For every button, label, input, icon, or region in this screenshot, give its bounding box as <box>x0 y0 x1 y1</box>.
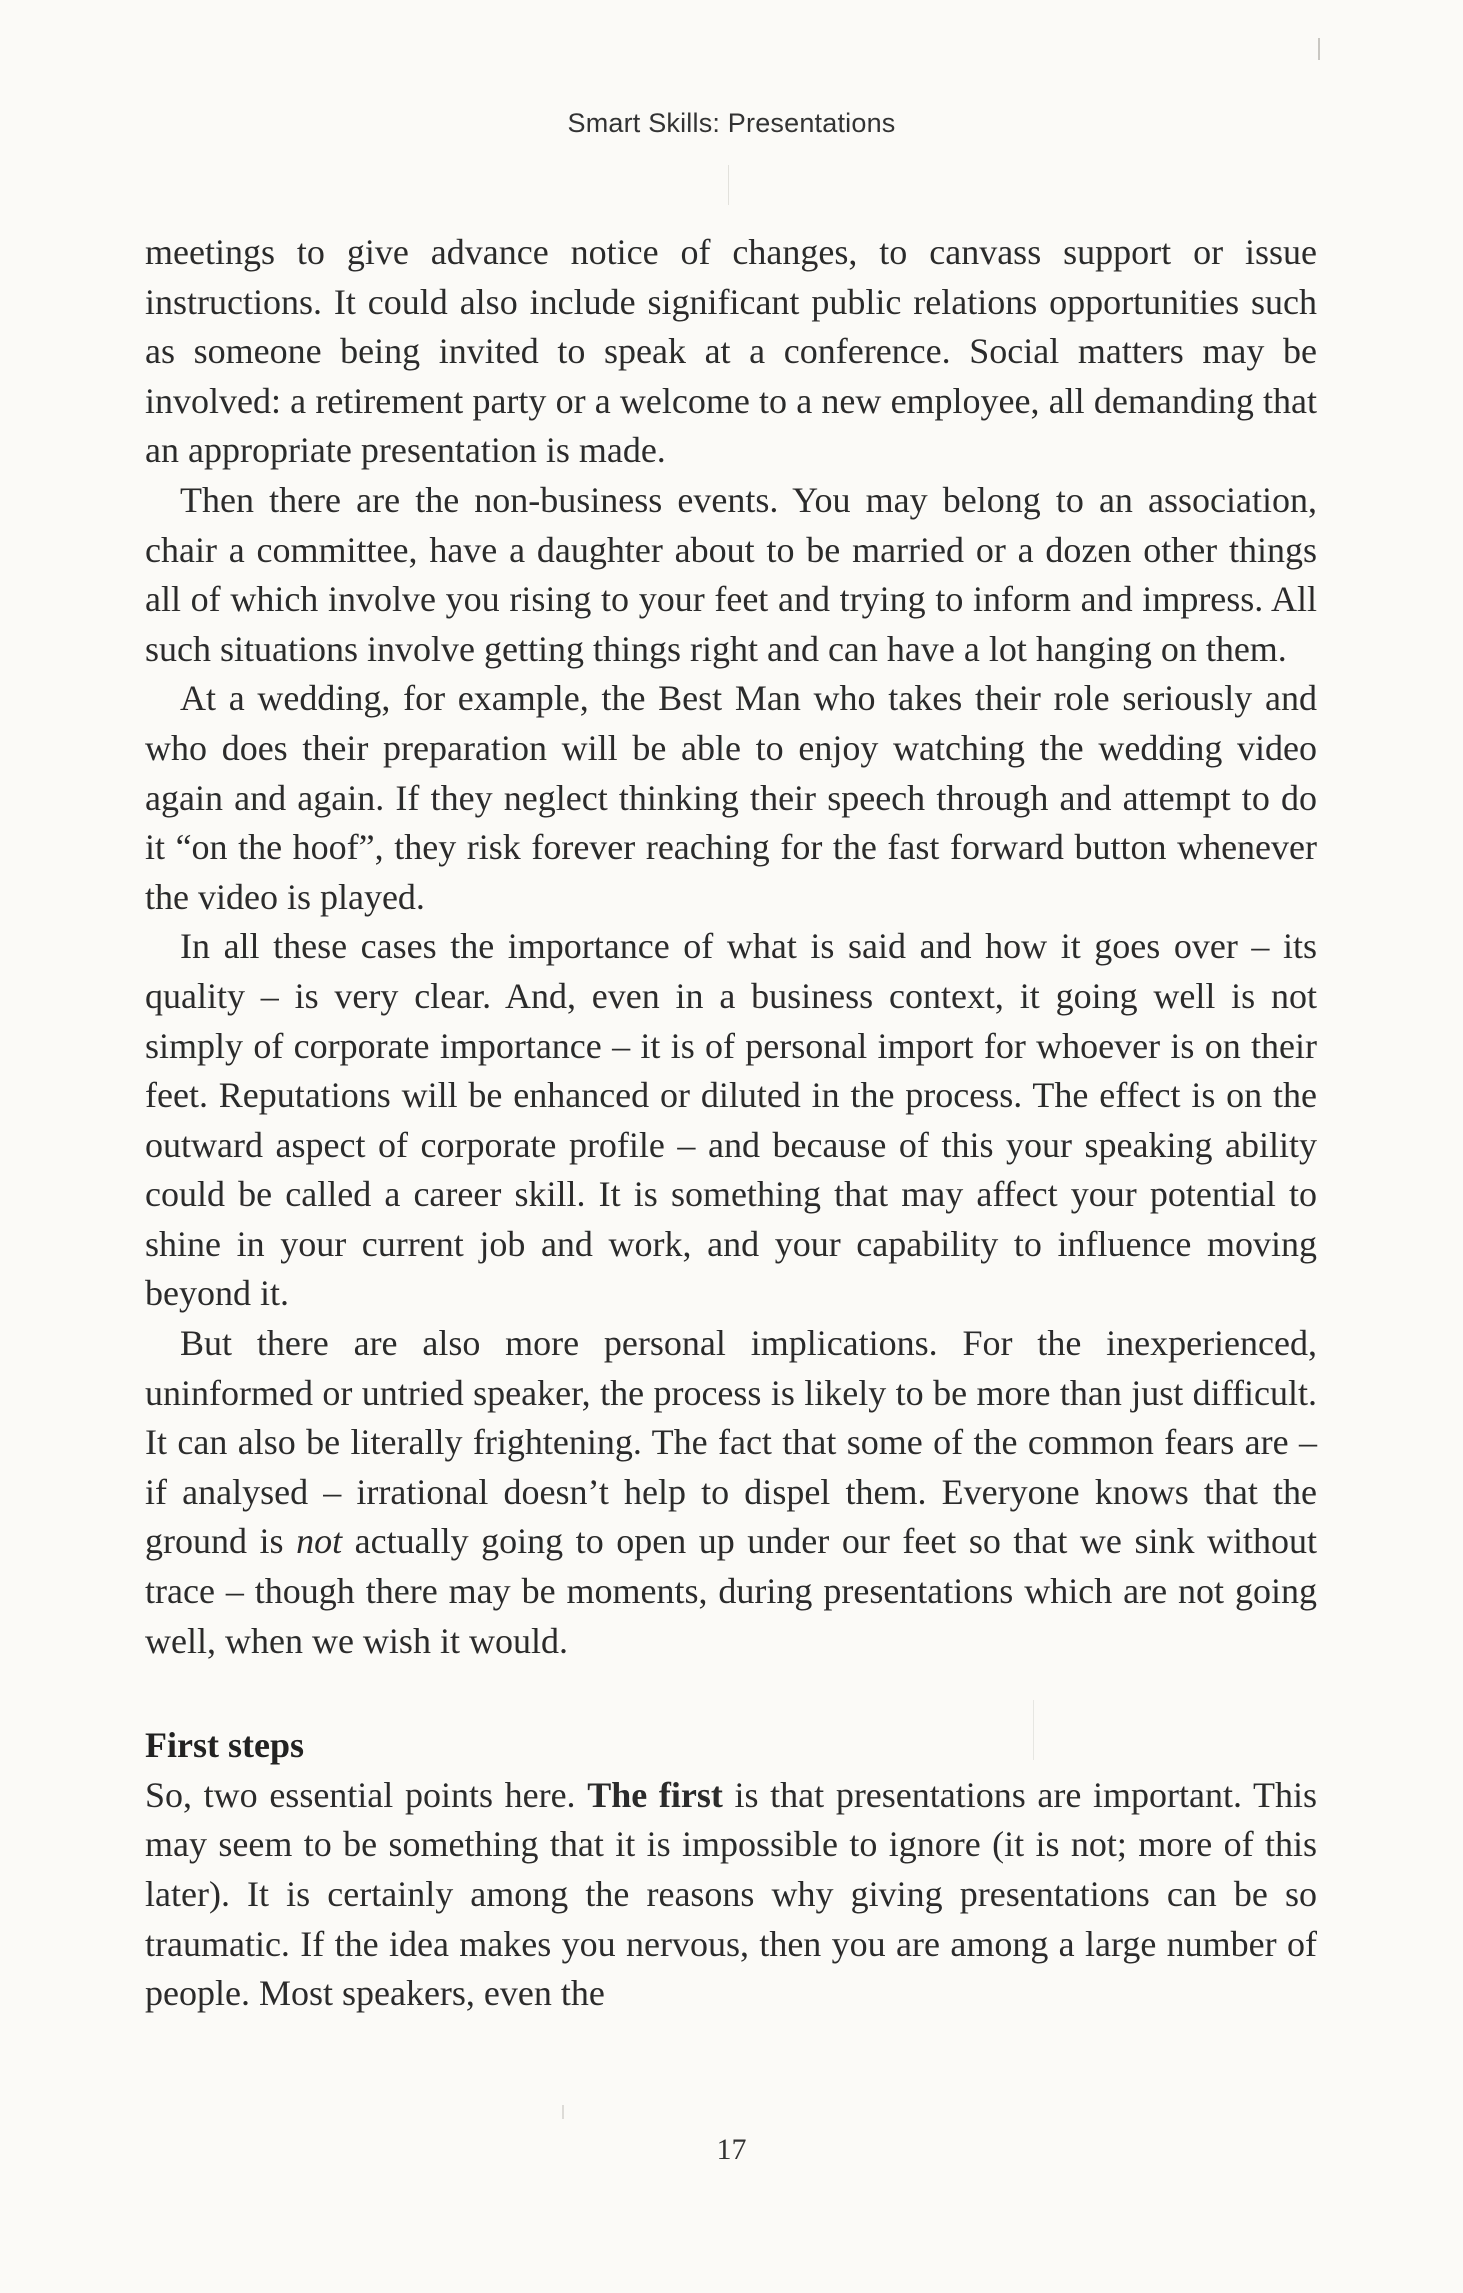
emphasis-not: not <box>296 1521 343 1562</box>
paragraph-1: meetings to give advance notice of changes, to canvass support or issue instructions. It could also include significant public relations opportunities such as someone being invited to speak at a conference. Social matters may be involved: a retirement party or a welcome to a new employee, all demanding that an appropriate presentation is made. <box>145 232 1317 471</box>
scan-mark <box>1318 38 1320 60</box>
paragraph-5-text-b: actually going to open up under our feet so that we sink without trace – though there may be moments, during presentations which are not going well, when we wish it would. <box>145 1521 1318 1661</box>
paragraph-6-text-b: is that presentations are important. This may seem to be something that it is impossible to ignore (it is not; more of this later). It is certainly among the reasons why giving presentations can be so traumatic. If the idea makes you nervous, then you are among a large number of people. Most speakers, even the <box>145 1774 1317 2014</box>
paragraph-4: In all these cases the importance of what is said and how it goes over – its quality – is very clear. And, even in a business context, it going well is not simply of corporate importance – it is of personal import for whoever is on their feet. Reputations will be enhanced or diluted in the process. The effect is on the outward aspect of corporate profile – and because of this your speaking ability could be called a career skill. It is something that may affect your potential to shine in your current job and work, and your capability to influence moving beyond it. <box>145 926 1317 1314</box>
paragraph-3: At a wedding, for example, the Best Man who takes their role seriously and who does their preparation will be able to enjoy watching the wedding video again and again. If they neglect thinking their speech through and attempt to do it “on the hoof”, they risk forever reaching for the fast forward button whenever the video is played. <box>145 678 1317 917</box>
paragraph-5-text-a: But there are also more personal implications. For the inexperienced, uninformed or untried speaker, the process is likely to be more than just difficult. It can also be literally frightening. The fact that some of the common fears are – if analysed – irrational doesn’t help to dispel them. Everyone knows that the ground is <box>145 1323 1317 1562</box>
paragraph-6 <box>145 1771 1317 2019</box>
running-head: Smart Skills: Presentations <box>567 108 896 138</box>
body-text <box>145 228 1317 2019</box>
scan-mark <box>1033 1700 1034 1760</box>
page-number: 17 <box>716 2133 747 2166</box>
scan-mark <box>562 2105 564 2119</box>
paragraph-6-text-a: So, two essential points here. <box>145 1774 588 1815</box>
section-heading: First steps <box>145 1725 304 1766</box>
paragraph-2: Then there are the non-business events. You may belong to an association, chair a committee, have a daughter about to be married or a dozen other things all of which involve you rising to your feet and trying to inform and impress. All such situations involve getting things right and can have a lot hanging on them. <box>145 479 1317 669</box>
bold-the-first: The first <box>587 1774 723 1815</box>
scan-mark <box>728 165 729 205</box>
paragraph-5 <box>145 1319 1317 1666</box>
